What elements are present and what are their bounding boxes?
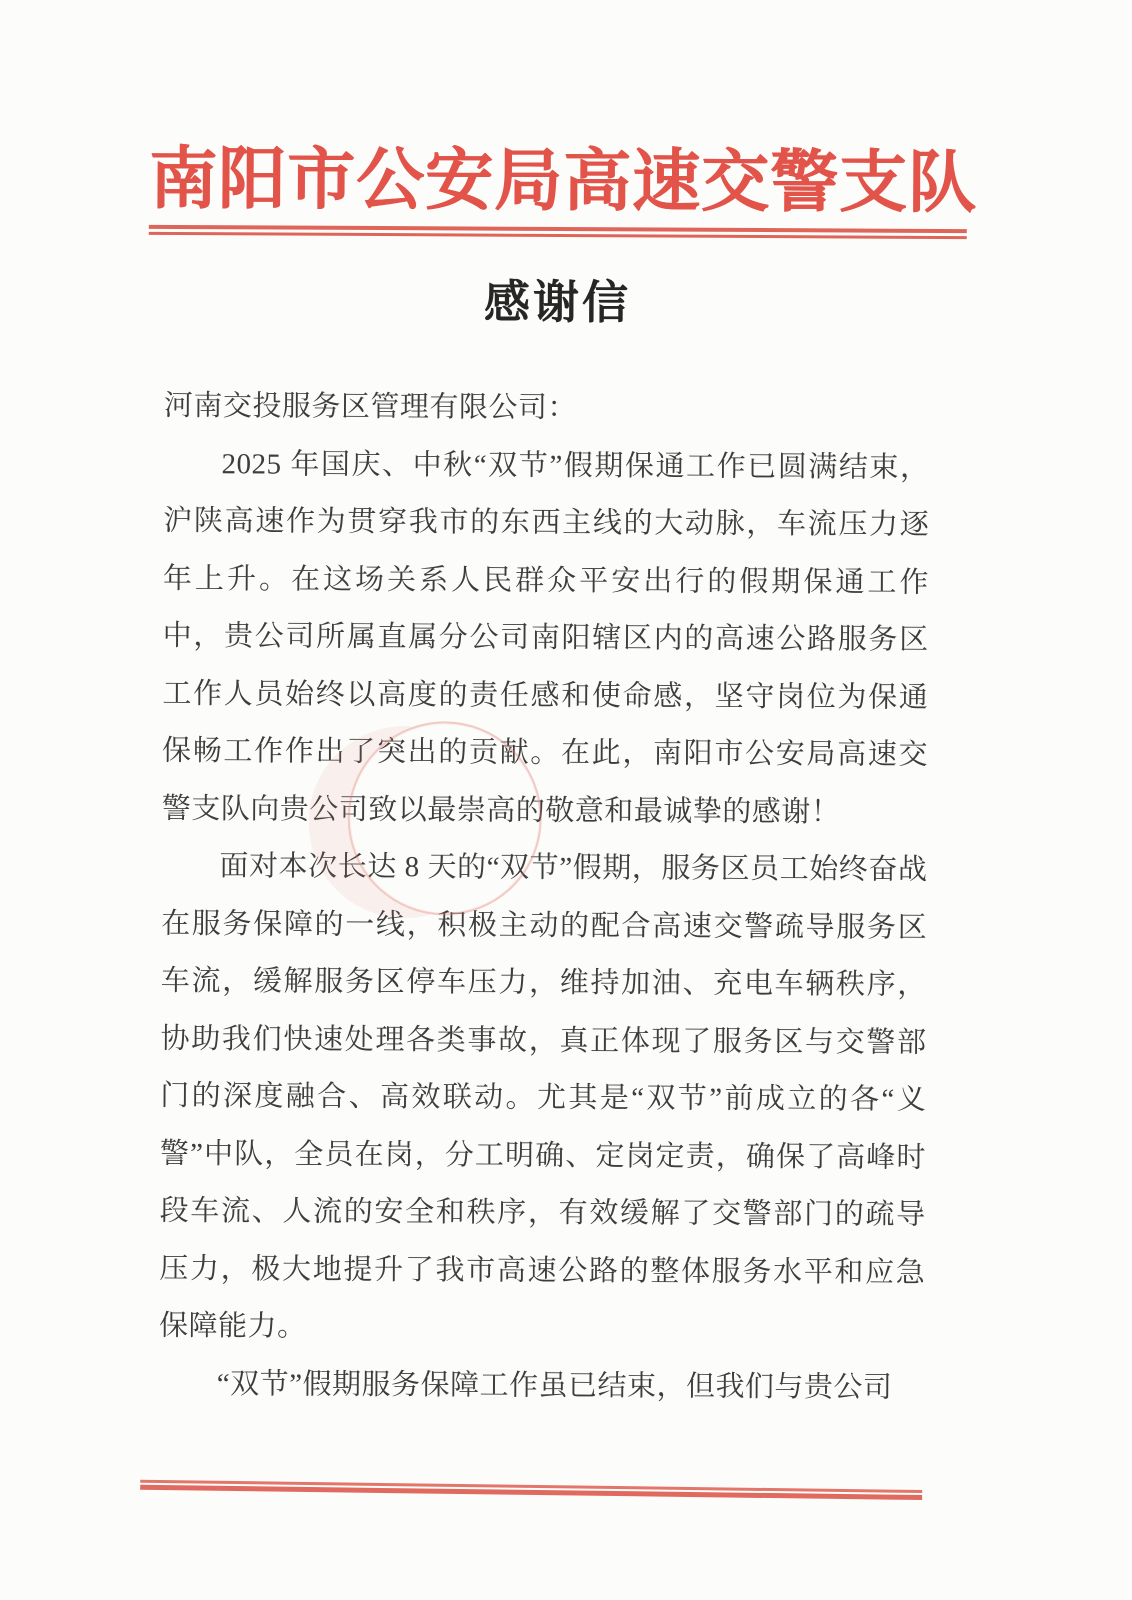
letter-body bbox=[159, 378, 930, 1417]
footer-rule bbox=[140, 1480, 922, 1500]
letter-title: 感谢信 bbox=[483, 276, 632, 329]
letterhead-double-rule bbox=[149, 225, 967, 239]
salutation-line: 河南交投服务区管理有限公司： bbox=[163, 389, 577, 425]
letter-paragraph: 面对本次长达 8 天的“双节”假期，服务区员工始终奋战在服务保障的一线，积极主动的配合高速交警疏导服务区车流，缓解服务区停车压力，维持加油、充电车辆秩序，协助我们快速处理各类事故，真正体现了服务区与交警部门的深度融合、高效联动。尤其是“双节”前成立的各“义警”中队，全员在岗，分工明确、定岗定责，确保了高峰时段车流、人流的安全和秩序，有效缓解了交警部门的疏导压力，极大地提升了我市高速公路的整体服务水平和应急保障能力。 bbox=[158, 850, 928, 1343]
letter-paragraph: “双节”假期服务保障工作虽已结束，但我们与贵公司 bbox=[216, 1367, 893, 1404]
letterhead-org-name: 南阳市公安局高速交警支队 bbox=[148, 140, 978, 222]
letter-paragraph: 2025 年国庆、中秋“双节”假期保通工作已圆满结束，沪陕高速作为贯穿我市的东西主线的大动脉，车流压力逐年上升。在这场关系人民群众平安出行的假期保通工作中，贵公司所属直属分公司南阳辖区内的高速公路服务区工作人员始终以高度的责任感和使命感，坚守岗位为保通保畅工作作出了突出的贡献。在此，南阳市公安局高速交警支队向贵公司致以最崇高的敬意和最诚挚的感谢！ bbox=[161, 447, 930, 828]
